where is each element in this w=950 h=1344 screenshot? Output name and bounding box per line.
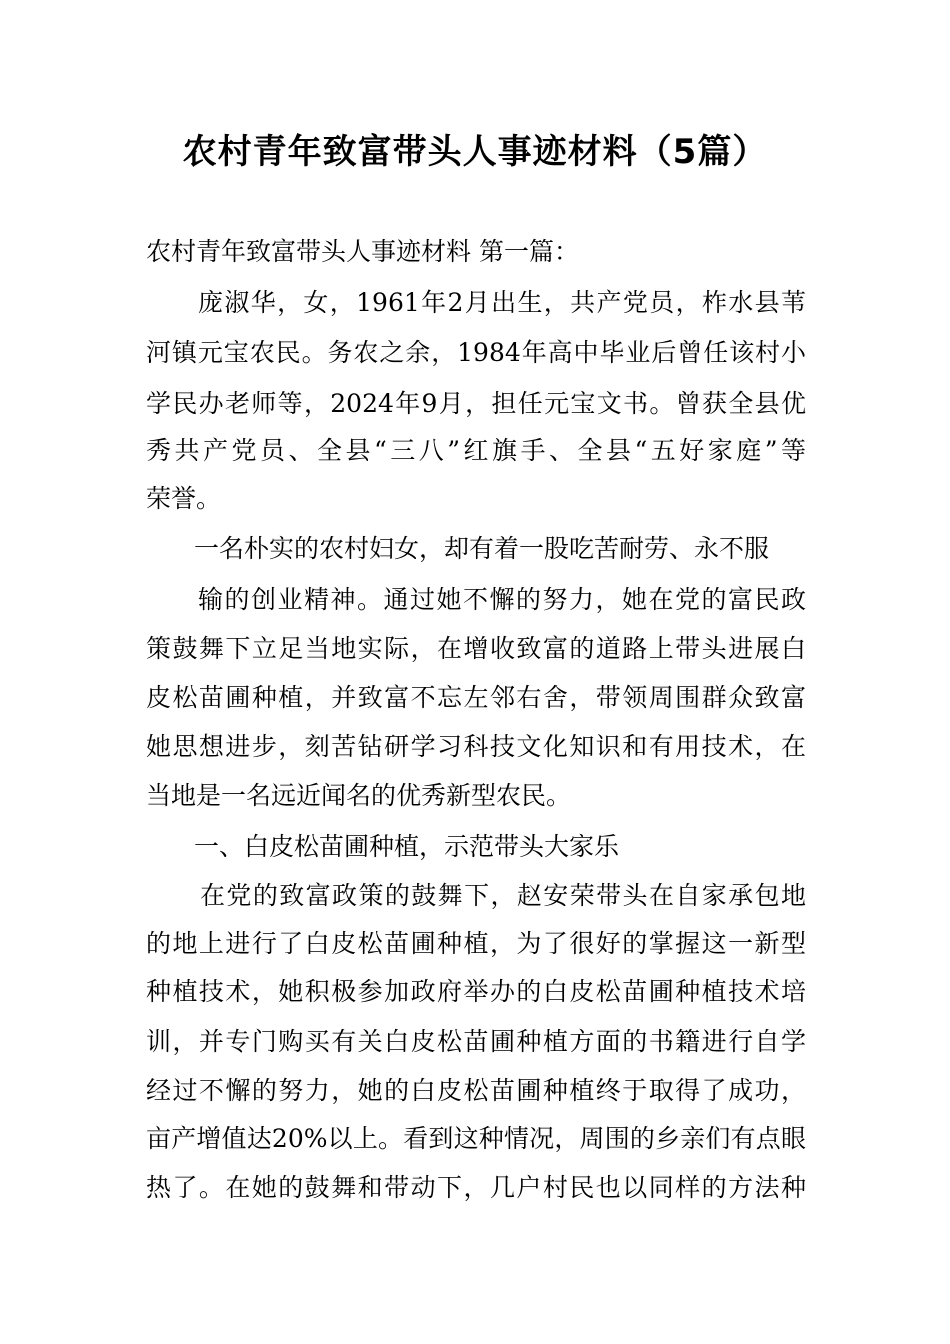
subsection-heading: 一、白皮松苗圃种植，示范带头大家乐 — [194, 832, 620, 861]
paragraph-line: 河镇元宝农民。务农之余，1984年高中毕业后曾任该村小 — [146, 338, 806, 367]
paragraph-line: 当地是一名远近闻名的优秀新型农民。 — [146, 781, 572, 810]
paragraph-line: 种植技术，她积极参加政府举办的白皮松苗圃种植技术培 — [146, 977, 806, 1006]
paragraph-line: 训，并专门购买有关白皮松苗圃种植方面的书籍进行自学 — [146, 1027, 806, 1056]
paragraph-line: 亩产增值达20%以上。看到这种情况，周围的乡亲们有点眼 — [146, 1124, 806, 1153]
paragraph-line: 荣誉。 — [146, 484, 222, 513]
paragraph-line: 热了。在她的鼓舞和带动下，几户村民也以同样的方法种 — [146, 1173, 806, 1202]
paragraph-line: 她思想进步，刻苦钻研学习科技文化知识和有用技术，在 — [146, 732, 806, 761]
paragraph-line: 策鼓舞下立足当地实际，在增收致富的道路上带头进展白 — [146, 634, 806, 663]
paragraph-line: 一名朴实的农村妇女，却有着一股吃苦耐劳、永不服 — [194, 534, 770, 563]
paragraph-line: 庞淑华，女，1961年2月出生，共产党员，柞水县苇 — [198, 288, 806, 317]
paragraph-line: 在党的致富政策的鼓舞下，赵安荣带头在自家承包地 — [200, 881, 806, 910]
paragraph-line: 经过不懈的努力，她的白皮松苗圃种植终于取得了成功， — [146, 1076, 806, 1105]
section-heading: 农村青年致富带头人事迹材料 第一篇： — [146, 237, 579, 266]
paragraph-line: 输的创业精神。通过她不懈的努力，她在党的富民政 — [198, 585, 806, 614]
document-title: 农村青年致富带头人事迹材料（5篇） — [182, 132, 768, 172]
paragraph-line: 的地上进行了白皮松苗圃种植，为了很好的掌握这一新型 — [146, 929, 806, 958]
paragraph-line: 皮松苗圃种植，并致富不忘左邻右舍，带领周围群众致富 — [146, 683, 806, 712]
paragraph-line: 学民办老师等，2024年9月，担任元宝文书。曾获全县优 — [146, 389, 806, 418]
paragraph-line: 秀共产党员、全县“三八”红旗手、全县“五好家庭”等 — [146, 436, 806, 465]
